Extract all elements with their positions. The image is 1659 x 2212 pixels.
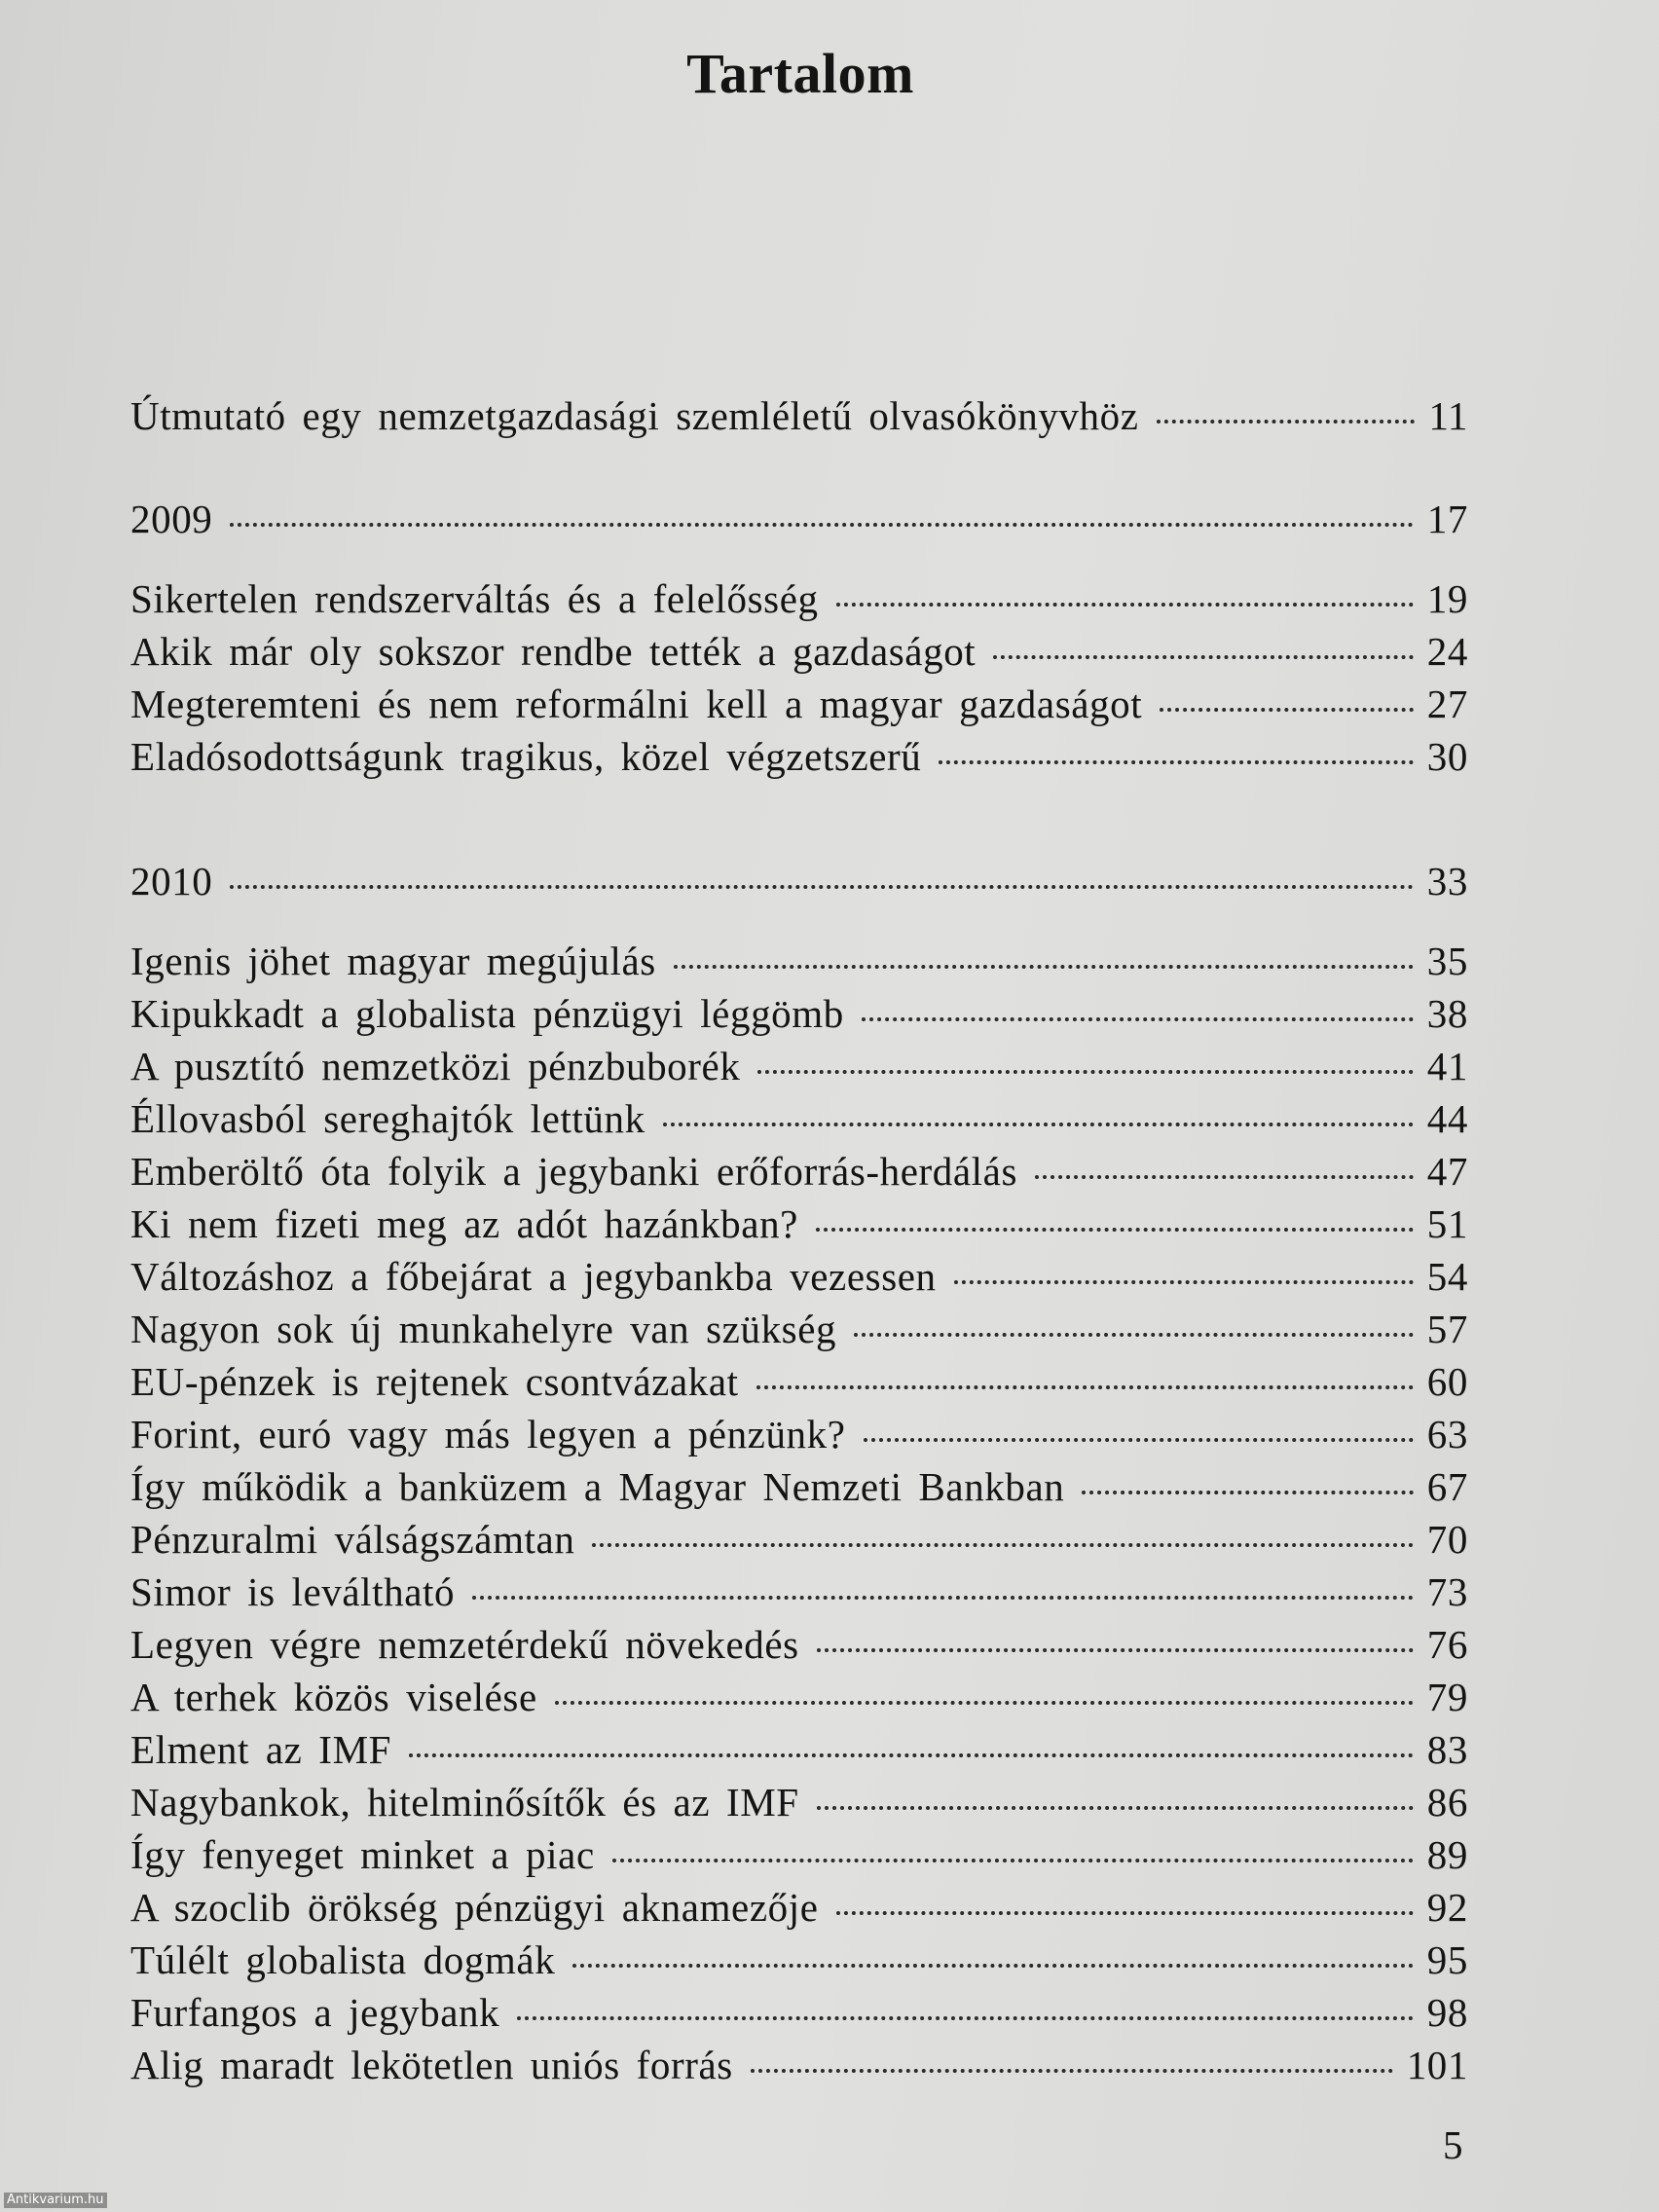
dot-leader: [836, 603, 1414, 607]
toc-entry: [130, 1303, 1468, 1355]
dot-leader: [939, 760, 1413, 764]
toc-entry-label: A pusztító nemzetközi pénzbuborék: [130, 1044, 741, 1088]
toc-entry-page: 24: [1426, 629, 1468, 674]
toc-section-2010: [130, 855, 1468, 907]
toc-entry-label: Akik már oly sokszor rendbe tették a gazdaságot: [130, 629, 977, 674]
toc-entry-intro: [130, 389, 1468, 442]
toc-entry: [130, 1092, 1468, 1145]
toc-entry-label: Így működik a banküzem a Magyar Nemzeti Bankban: [130, 1464, 1065, 1509]
toc-entry: [130, 1250, 1468, 1303]
toc-entry-label: Simor is leváltható: [130, 1569, 456, 1614]
dot-leader: [663, 1123, 1414, 1126]
toc-entry-label: Forint, euró vagy más legyen a pénzünk?: [130, 1412, 846, 1456]
dot-leader: [1160, 708, 1414, 712]
dot-leader: [756, 1385, 1414, 1389]
toc-entry-page: 19: [1426, 576, 1468, 621]
toc-entry-label: Nagybankok, hitelminősítők és az IMF: [130, 1780, 799, 1825]
toc-entry-page: 67: [1426, 1464, 1468, 1509]
toc-entry-page: 73: [1426, 1569, 1468, 1614]
dot-leader: [230, 523, 1413, 527]
toc-entry: [130, 1145, 1468, 1198]
toc-entry-page: 51: [1426, 1201, 1468, 1246]
toc-entry-page: 60: [1426, 1359, 1468, 1404]
toc-entry-label: Túlélt globalista dogmák: [130, 1937, 556, 1982]
toc-entry-label: Elment az IMF: [130, 1727, 392, 1772]
dot-leader: [854, 1333, 1414, 1337]
dot-leader: [817, 1648, 1414, 1652]
toc-entry: [130, 1566, 1468, 1618]
toc-entry: [130, 935, 1468, 987]
toc-entry: [130, 1671, 1468, 1723]
toc-entry-label: A terhek közös viselése: [130, 1675, 537, 1719]
dot-leader: [555, 1701, 1414, 1705]
dot-leader: [954, 1280, 1414, 1284]
toc-entry: [130, 1934, 1468, 1986]
dot-leader: [572, 1964, 1413, 1968]
toc-entry-page: 11: [1428, 393, 1468, 438]
toc-entry-label: Nagyon sok új munkahelyre van szükség: [130, 1307, 837, 1351]
dot-leader: [816, 1228, 1414, 1232]
toc-entry-page: 57: [1426, 1307, 1468, 1351]
spacer: [130, 442, 1468, 493]
toc-entry-label: A szoclib örökség pénzügyi aknamezője: [130, 1885, 819, 1930]
toc-entry-page: 76: [1426, 1622, 1468, 1667]
dot-leader: [751, 2069, 1393, 2073]
toc-entry-page: 83: [1426, 1727, 1468, 1772]
toc-entry: [130, 987, 1468, 1040]
dot-leader: [1082, 1491, 1413, 1494]
toc-entry: [130, 625, 1468, 678]
toc-entry-page: 70: [1426, 1517, 1468, 1562]
toc-entry-page: 92: [1426, 1885, 1468, 1930]
toc-entry: [130, 678, 1468, 730]
dot-leader: [612, 1859, 1414, 1862]
toc-section-2009: [130, 493, 1468, 545]
spacer: [130, 907, 1468, 935]
toc-entry: [130, 1408, 1468, 1460]
dot-leader: [592, 1543, 1413, 1547]
toc-entry-page: 27: [1426, 682, 1468, 726]
toc-entry-label: Eladósodottságunk tragikus, közel végzetszerű: [130, 734, 922, 779]
toc-entry: [130, 1828, 1468, 1881]
toc-entry-label: Ki nem fizeti meg az adót hazánkban?: [130, 1201, 798, 1246]
dot-leader: [1157, 420, 1416, 424]
toc-entry: [130, 1513, 1468, 1566]
toc-section-label: 2009: [130, 497, 213, 541]
toc-entry-label: Sikertelen rendszerváltás és a felelősség: [130, 576, 819, 621]
toc-entry-label: Kipukkadt a globalista pénzügyi léggömb: [130, 991, 844, 1036]
toc-entry-page: 98: [1426, 1990, 1468, 2035]
toc-entry-label: Útmutató egy nemzetgazdasági szemléletű olvasókönyvhöz: [130, 393, 1139, 438]
table-of-contents: [130, 389, 1468, 2091]
toc-entry: [130, 1618, 1468, 1671]
toc-entry: [130, 1776, 1468, 1828]
toc-entry: [130, 1986, 1468, 2039]
toc-entry-page: 89: [1426, 1832, 1468, 1877]
dot-leader: [862, 1017, 1414, 1021]
toc-section-label: 2010: [130, 859, 213, 903]
toc-entry-label: Pénzuralmi válságszámtan: [130, 1517, 575, 1562]
dot-leader: [230, 885, 1413, 889]
page-number: 5: [1443, 2122, 1463, 2167]
toc-entry: [130, 730, 1468, 783]
toc-entry: [130, 2039, 1468, 2091]
toc-entry-label: Változáshoz a főbejárat a jegybankba vezessen: [130, 1254, 937, 1299]
toc-entry-label: Furfangos a jegybank: [130, 1990, 500, 2035]
page-title: Tartalom: [686, 42, 914, 105]
dot-leader: [993, 655, 1413, 659]
dot-leader: [472, 1596, 1414, 1600]
toc-entry-page: 30: [1426, 734, 1468, 779]
dot-leader: [836, 1911, 1414, 1915]
toc-section-page: 17: [1426, 497, 1468, 541]
toc-section-page: 33: [1426, 859, 1468, 903]
toc-entry: [130, 1198, 1468, 1250]
dot-leader: [517, 2016, 1414, 2020]
spacer: [130, 545, 1468, 572]
toc-entry-label: Így fenyeget minket a piac: [130, 1832, 595, 1877]
toc-entry-label: EU-pénzek is rejtenek csontvázakat: [130, 1359, 739, 1404]
toc-entry-page: 95: [1426, 1937, 1468, 1982]
toc-entry: [130, 1355, 1468, 1408]
toc-entry-page: 44: [1426, 1096, 1468, 1141]
toc-entry: [130, 1723, 1468, 1776]
toc-entry-page: 63: [1426, 1412, 1468, 1456]
toc-entry-page: 54: [1426, 1254, 1468, 1299]
toc-entry-page: 86: [1426, 1780, 1468, 1825]
toc-entry-page: 38: [1426, 991, 1468, 1036]
watermark: Antikvarium.hu: [4, 2193, 107, 2208]
spacer: [130, 783, 1468, 855]
toc-entry: [130, 572, 1468, 625]
toc-entry-label: Legyen végre nemzetérdekű növekedés: [130, 1622, 799, 1667]
dot-leader: [757, 1070, 1413, 1074]
toc-entry-label: Éllovasból sereghajtók lettünk: [130, 1096, 645, 1141]
dot-leader: [817, 1806, 1414, 1810]
toc-entry: [130, 1040, 1468, 1092]
dot-leader: [674, 965, 1414, 969]
dot-leader: [409, 1753, 1414, 1757]
toc-entry-page: 101: [1406, 2043, 1468, 2087]
toc-entry-label: Emberöltő óta folyik a jegybanki erőforrás-herdálás: [130, 1149, 1018, 1194]
toc-entry-page: 47: [1426, 1149, 1468, 1194]
toc-entry: [130, 1881, 1468, 1934]
toc-entry-label: Igenis jöhet magyar megújulás: [130, 939, 656, 983]
toc-entry-label: Megteremteni és nem reformálni kell a magyar gazdaságot: [130, 682, 1143, 726]
toc-entry-page: 35: [1426, 939, 1468, 983]
toc-entry-page: 41: [1426, 1044, 1468, 1088]
toc-entry-label: Alig maradt lekötetlen uniós forrás: [130, 2043, 733, 2087]
toc-entry-page: 79: [1426, 1675, 1468, 1719]
toc-entry: [130, 1460, 1468, 1513]
dot-leader: [1035, 1175, 1414, 1179]
dot-leader: [864, 1438, 1414, 1442]
